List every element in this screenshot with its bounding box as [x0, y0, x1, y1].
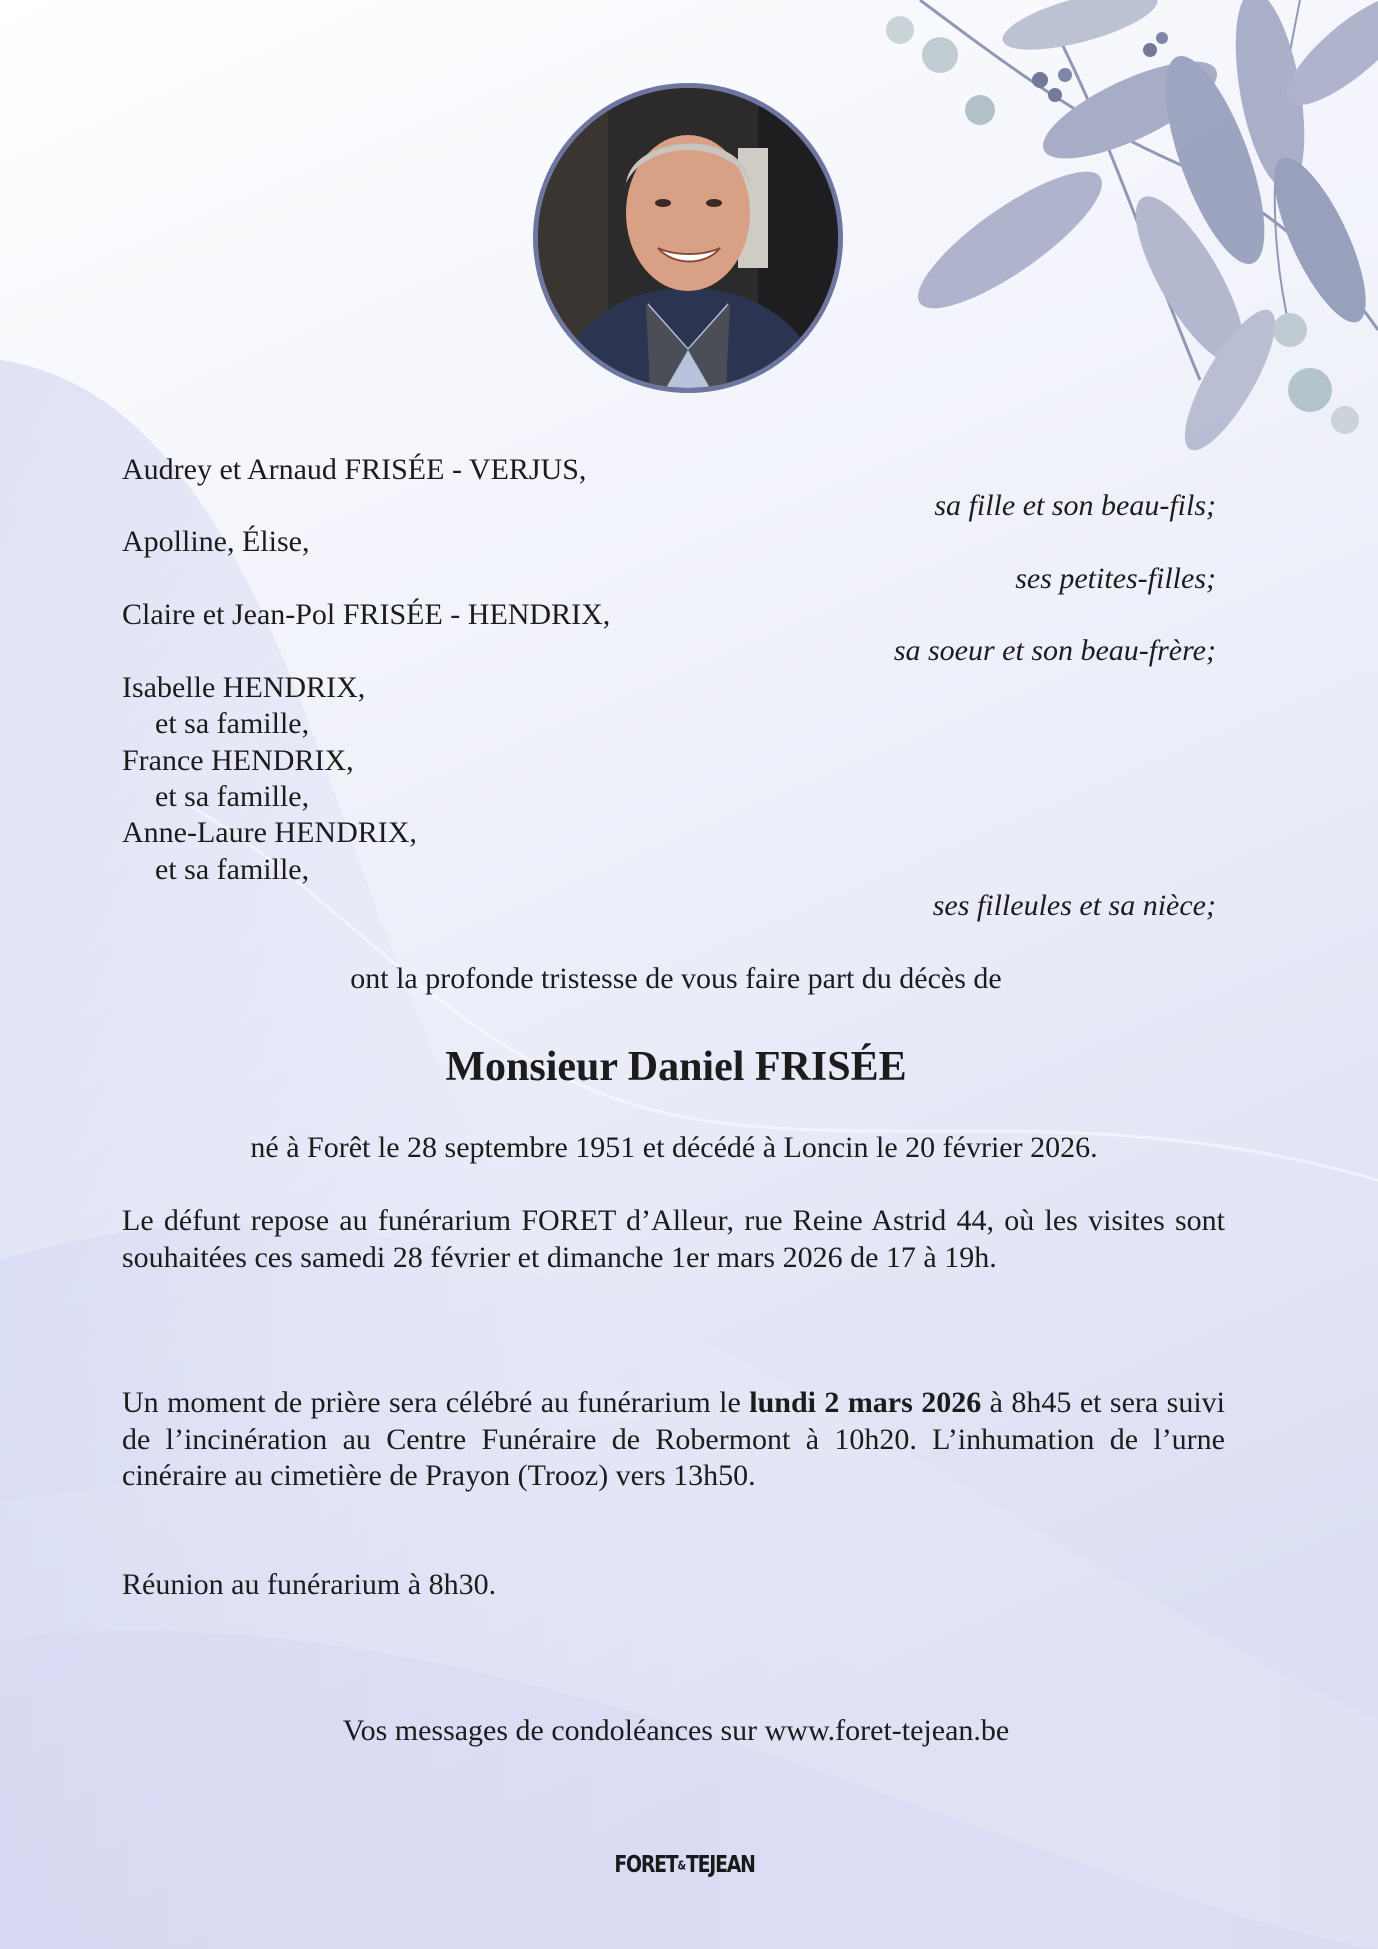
logo-right: TEJEAN	[686, 1852, 755, 1878]
family-relation-sister: sa soeur et son beau-frère;	[893, 634, 1216, 667]
family-name-granddaughters: Apolline, Élise,	[122, 525, 310, 558]
foret-tejean-logo	[614, 1852, 755, 1878]
reunion-text: Réunion au funérarium à 8h30.	[122, 1568, 497, 1601]
logo-left: FORET	[614, 1852, 678, 1878]
family-relation-goddaughters: ses filleules et sa nièce;	[932, 889, 1216, 922]
family-relation-granddaughters: ses petites-filles;	[1015, 562, 1216, 595]
family-suffix-anne-laure: et sa famille,	[155, 853, 310, 886]
deceased-name: Monsieur Daniel FRISÉE	[445, 1044, 907, 1090]
prayer-date-bold: lundi 2 mars 2026	[749, 1386, 982, 1419]
visit-paragraph: Le défunt repose au funérarium FORET d’Alleur, rue Reine Astrid 44, où les visites sont souhaitées ces samedi 28 février et dimanche 1er mars 2026 de 17 à 19h.	[122, 1204, 1225, 1274]
family-name-france: France HENDRIX,	[122, 744, 354, 777]
family-name-isabelle: Isabelle HENDRIX,	[122, 671, 366, 704]
deceased-portrait	[533, 83, 843, 393]
family-suffix-france: et sa famille,	[155, 780, 310, 813]
family-name-anne-laure: Anne-Laure HENDRIX,	[122, 816, 417, 849]
portrait-photo-icon	[538, 88, 838, 388]
family-relation-daughter: sa fille et son beau-fils;	[934, 489, 1216, 522]
birth-death-dates: né à Forêt le 28 septembre 1951 et décédé à Loncin le 20 février 2026.	[250, 1131, 1098, 1164]
family-name-audrey-arnaud: Audrey et Arnaud FRISÉE - VERJUS,	[122, 453, 587, 486]
condolences-text: Vos messages de condoléances sur www.foret-tejean.be	[342, 1714, 1010, 1747]
family-suffix-isabelle: et sa famille,	[155, 707, 310, 740]
prayer-text-after: à 8h45 et sera suivi de l’incinération au Centre Funéraire de Robermont à 10h20. L’inhumation de l’urne cinéraire au cimetière de Prayon (Trooz) vers 13h50.	[122, 1386, 1225, 1492]
logo-amp: &	[677, 1858, 687, 1873]
family-name-claire-jean-pol: Claire et Jean-Pol FRISÉE - HENDRIX,	[122, 598, 611, 631]
prayer-paragraph	[122, 1385, 1225, 1495]
announcement-text: ont la profonde tristesse de vous faire part du décès de	[350, 962, 1002, 995]
prayer-text-before: Un moment de prière sera célébré au funérarium le	[122, 1386, 750, 1419]
